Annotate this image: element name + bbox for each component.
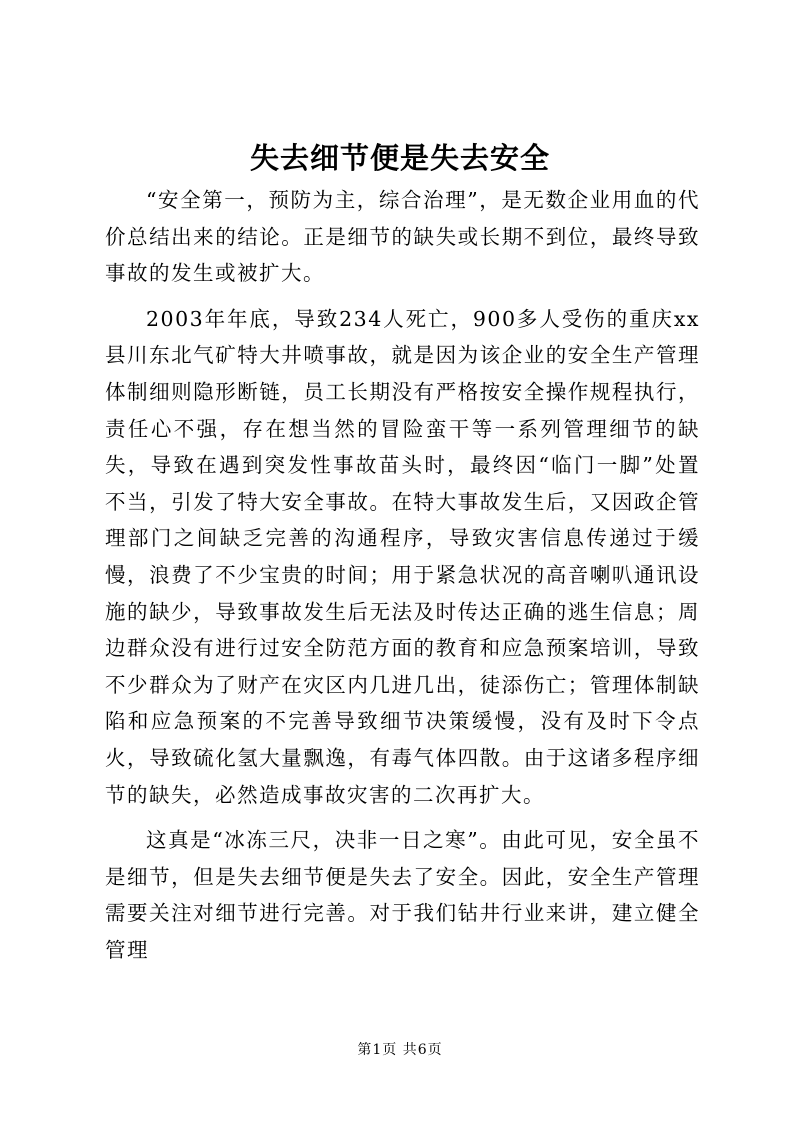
document-body [105, 182, 700, 968]
document-title: 失去细节便是失去安全 [249, 141, 550, 175]
paragraph-1: “安全第一，预防为主，综合治理”，是无数企业用血的代价总结出来的结论。正是细节的缺失或长期不到位，最终导致事故的发生或被扩大。 [105, 188, 700, 286]
paragraph-3: 这真是“冰冻三尺，决非一日之寒”。由此可见，安全虽不是细节，但是失去细节便是失去了安全。因此，安全生产管理需要关注对细节进行完善。对于我们钻井行业来讲，建立健全管理 [105, 828, 700, 962]
page-footer: 第1页 共6页 [357, 1042, 443, 1058]
paragraph-2: 2003年年底，导致234人死亡，900多人受伤的重庆xx县川东北气矿特大井喷事故，就是因为该企业的安全生产管理体制细则隐形断链，员工长期没有严格按安全操作规程执行，责任心不强，存在想当然的冒险蛮干等一系列管理细节的缺失，导致在遇到突发性事故苗头时，最终因“临门一脚”处置不当，引发了特大安全事故。在特大事故发生后，又因政企管理部门之间缺乏完善的沟通程序，导致灾害信息传递过于缓慢，浪费了不少宝贵的时间；用于紧急状况的高音喇叭通讯设施的缺少，导致事故发生后无法及时传达正确的逃生信息；周边群众没有进行过安全防范方面的教育和应急预案培训，导致不少群众为了财产在灾区内几进几出，徒添伤亡；管理体制缺陷和应急预案的不完善导致细节决策缓慢，没有及时下令点火，导致硫化氢大量飘逸，有毒气体四散。由于这诸多程序细节的缺失，必然造成事故灾害的二次再扩大。 [105, 306, 700, 807]
